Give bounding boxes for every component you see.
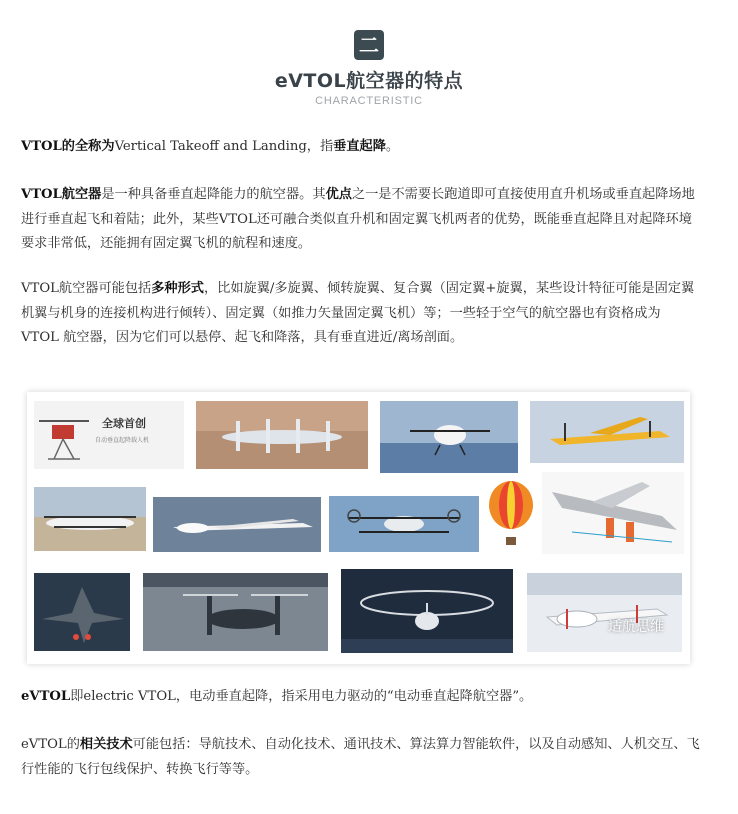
- body-text: 。: [385, 139, 400, 154]
- section-subtitle: CHARACTERISTIC: [315, 95, 423, 107]
- paragraph-vtol-forms: [21, 277, 701, 351]
- body-text: 之一是不需要长跑道即可直接使用直升机场或垂直起降场地进行垂直起飞和着陆；此外，某些VTOL还可融合类似直升机和固定翼飞机两者的优势，既能垂直起降且对起降环境要求非常低，还能拥有固定翼飞机的航程和速度。: [21, 187, 695, 251]
- image-tile-harrier-jet-diagram: [542, 472, 684, 554]
- bold-text: eVTOL: [21, 689, 71, 704]
- bold-text: 垂直起降: [333, 139, 386, 154]
- body-text: ，比如旋翼/多旋翼、倾转旋翼、复合翼（固定翼+旋翼，某些设计特征可能是固定翼机翼与机身的连接机构进行倾转）、固定翼（如推力矢量固定翼飞机）等；一些轻于空气的航空器也有资格成为 VTOL 航空器，因为它们可以悬停、起飞和降落，具有垂直进近/离场剖面。: [21, 281, 695, 345]
- bold-text: VTOL航空器: [21, 187, 102, 202]
- image-tile-quad-tiltrotor: [329, 496, 479, 552]
- tile-subcaption: 自动垂直起降载人机: [94, 437, 149, 444]
- body-text: Vertical Takeoff and Landing，指: [114, 139, 334, 154]
- image-tile-multirotor-drone: [34, 401, 184, 469]
- image-tile-v22-osprey: [143, 573, 328, 651]
- image-tile-yellow-evtol: [530, 401, 684, 463]
- section-title: eVTOL航空器的特点: [274, 70, 464, 92]
- paragraph-vtol-definition: [21, 135, 701, 160]
- image-tile-tiltrotor-aircraft: [196, 401, 368, 469]
- image-tile-lift-cruise-evtol: [34, 487, 146, 551]
- image-tile-lilium-jet: [153, 497, 321, 552]
- paragraph-vtol-aircraft: [21, 183, 701, 257]
- body-text: VTOL航空器可能包括: [21, 281, 152, 296]
- aircraft-image-collage: [27, 392, 690, 664]
- bold-text: 多种形式: [151, 281, 204, 296]
- section-header: [0, 30, 738, 107]
- paragraph-evtol-technologies: [21, 733, 701, 782]
- watermark-text: 适航思维: [608, 619, 664, 635]
- image-tile-f35-fighter: [34, 573, 130, 651]
- section-number-badge: 二: [354, 30, 384, 60]
- image-tile-volocopter: [341, 569, 513, 653]
- tile-caption: 全球首创: [102, 417, 146, 430]
- body-text: 即electric VTOL，电动垂直起降，指采用电力驱动的“电动垂直起降航空器”。: [70, 689, 533, 704]
- bold-text: 优点: [325, 187, 352, 202]
- image-tile-hot-air-balloon: [485, 479, 537, 554]
- body-text: 是一种具备垂直起降能力的航空器。其: [101, 187, 326, 202]
- body-text: eVTOL的: [21, 737, 80, 752]
- image-tile-ehang-passenger-drone: [380, 401, 518, 473]
- body-text: 可能包括：导航技术、自动化技术、通讯技术、算法算力智能软件，以及自动感知、人机交互、飞行性能的飞行包线保护、转换飞行等等。: [21, 737, 700, 777]
- bold-text: 相关技术: [79, 737, 133, 752]
- paragraph-evtol-definition: [21, 685, 701, 710]
- bold-text: VTOL的全称为: [21, 139, 115, 154]
- image-tile-white-evtol-showroom: [527, 573, 682, 652]
